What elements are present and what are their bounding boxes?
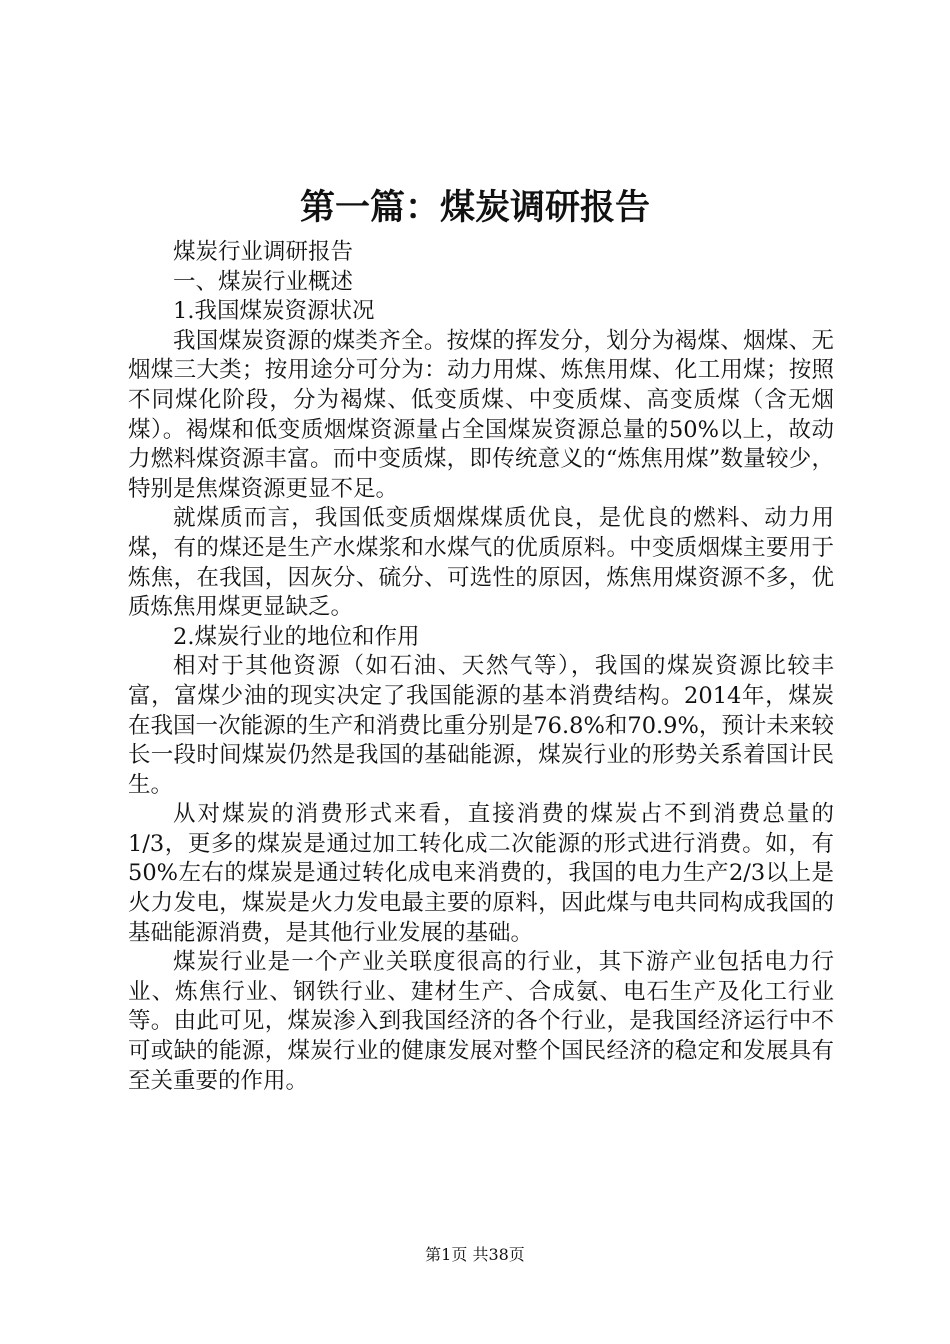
subsection-heading-role: 2.煤炭行业的地位和作用 bbox=[173, 623, 420, 650]
paragraph: 我国煤炭资源的煤类齐全。按煤的挥发分，划分为褐煤、烟煤、无烟煤三大类；按用途分可分为：动力用煤、炼焦用煤、化工用煤；按照不同煤化阶段，分为褐煤、低变质煤、中变质煤、高变质煤（含无烟煤）。褐煤和低变质烟煤资源量占全国煤炭资源总量的50%以上，故动力燃料煤资源丰富。而中变质煤，即传统意义的“炼焦用煤”数量较少，特别是焦煤资源更显不足。 bbox=[128, 327, 834, 502]
paragraph: 从对煤炭的消费形式来看，直接消费的煤炭占不到消费总量的1/3，更多的煤炭是通过加工转化成二次能源的形式进行消费。如，有50%左右的煤炭是通过转化成电来消费的，我国的电力生产2/3以上是火力发电，煤炭是火力发电最主要的原料，因此煤与电共同构成我国的基础能源消费，是其他行业发展的基础。 bbox=[128, 801, 834, 946]
document-body bbox=[128, 238, 834, 1096]
document-title: 第一篇：煤炭调研报告 bbox=[299, 188, 650, 228]
section-heading-overview: 一、煤炭行业概述 bbox=[173, 268, 354, 295]
paragraph: 相对于其他资源（如石油、天然气等），我国的煤炭资源比较丰富，富煤少油的现实决定了我国能源的基本消费结构。2014年，煤炭在我国一次能源的生产和消费比重分别是76.8%和70.9%，预计未来较长一段时间煤炭仍然是我国的基础能源，煤炭行业的形势关系着国计民生。 bbox=[128, 653, 834, 798]
paragraph: 煤炭行业是一个产业关联度很高的行业，其下游产业包括电力行业、炼焦行业、钢铁行业、建材生产、合成氨、电石生产及化工行业等。由此可见，煤炭渗入到我国经济的各个行业，是我国经济运行中不可或缺的能源，煤炭行业的健康发展对整个国民经济的稳定和发展具有至关重要的作用。 bbox=[128, 949, 834, 1094]
paragraph: 就煤质而言，我国低变质烟煤煤质优良，是优良的燃料、动力用煤，有的煤还是生产水煤浆和水煤气的优质原料。中变质烟煤主要用于炼焦，在我国，因灰分、硫分、可选性的原因，炼焦用煤资源不多，优质炼焦用煤更显缺乏。 bbox=[128, 505, 834, 621]
report-heading: 煤炭行业调研报告 bbox=[173, 239, 354, 265]
subsection-heading-resources: 1.我国煤炭资源状况 bbox=[173, 298, 375, 325]
page-footer: 第1页 共38页 bbox=[425, 1245, 525, 1264]
